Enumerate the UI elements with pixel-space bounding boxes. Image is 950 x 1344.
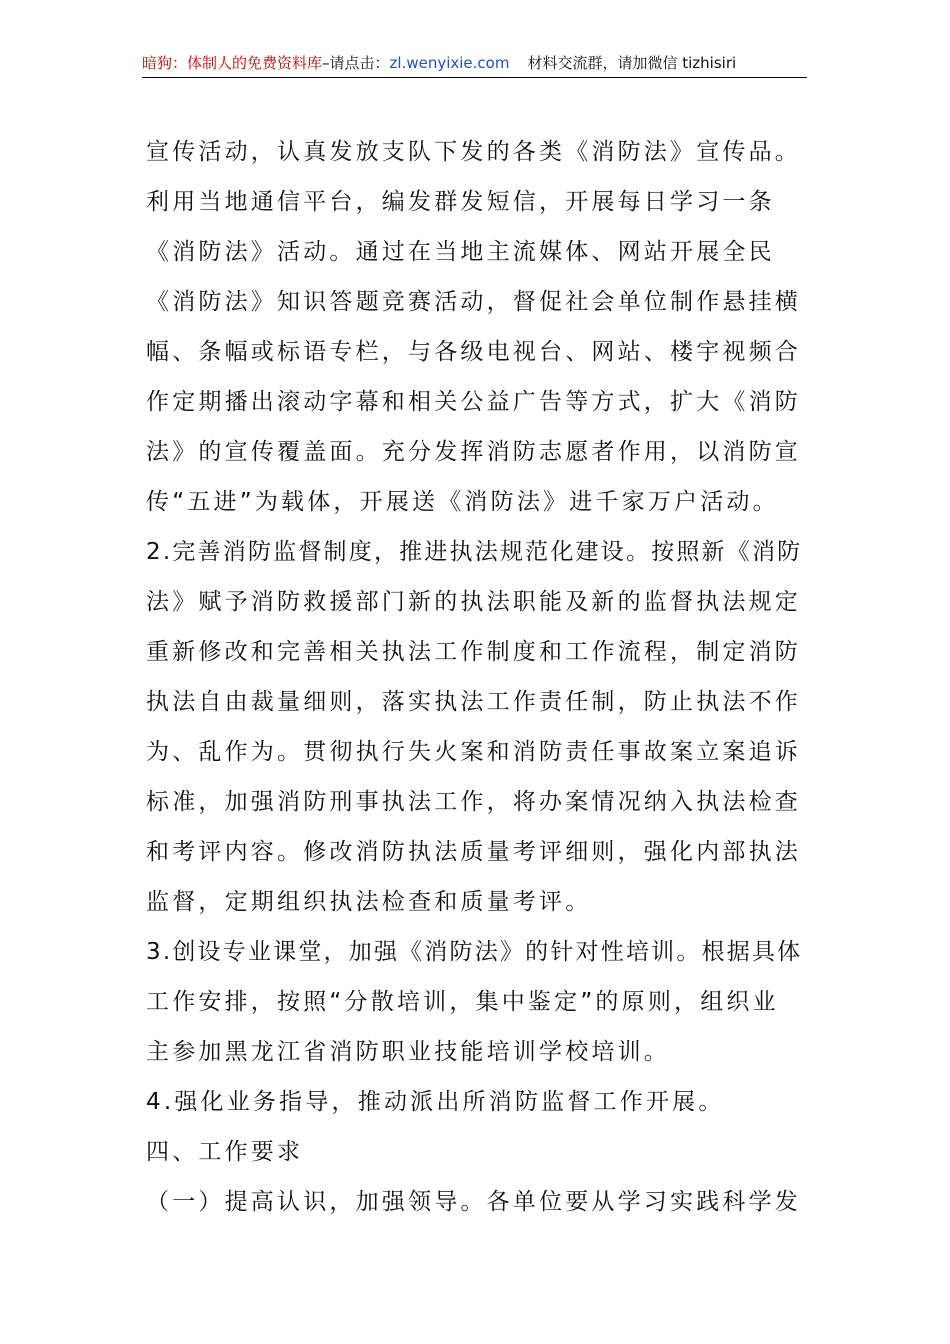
- text-line: 3.创设专业课堂，加强《消防法》的针对性培训。根据具体: [146, 939, 803, 965]
- text-line: 为、乱作为。贯彻执行失火案和消防责任事故案立案追诉: [146, 739, 801, 765]
- text-line: 2.完善消防监督制度，推进执法规范化建设。按照新《消防: [146, 539, 803, 565]
- text-line: 重新修改和完善相关执法工作制度和工作流程，制定消防: [146, 639, 801, 665]
- header-note: 材料交流群，请加微信 tizhisiri: [527, 54, 737, 72]
- text-line: 监督，定期组织执法检查和质量考评。: [146, 889, 592, 915]
- header-prompt: –请点击：: [322, 54, 390, 72]
- text-line: 执法自由裁量细则，落实执法工作责任制，防止执法不作: [146, 689, 801, 715]
- text-line: 传“五进”为载体，开展送《消防法》进千家万户活动。: [146, 489, 779, 515]
- text-line: 标准，加强消防刑事执法工作，将办案情况纳入执法检查: [146, 789, 801, 815]
- text-line: 法》的宣传覆盖面。充分发挥消防志愿者作用，以消防宣: [146, 439, 801, 465]
- text-line: 4.强化业务指导，推动派出所消防监督工作开展。: [146, 1089, 725, 1115]
- text-line: 《消防法》知识答题竞赛活动，督促社会单位制作悬挂横: [146, 289, 801, 315]
- text-line: 《消防法》活动。通过在当地主流媒体、网站开展全民: [146, 239, 775, 265]
- header-brand: 暗狗：体制人的免费资料库: [142, 54, 323, 72]
- header-divider: [142, 77, 807, 78]
- text-line: 幅、条幅或标语专栏，与各级电视台、网站、楼宇视频合: [146, 339, 801, 365]
- document-body: [146, 127, 810, 1227]
- text-line: 利用当地通信平台，编发群发短信，开展每日学习一条: [146, 189, 775, 215]
- text-line: 工作安排，按照“分散培训，集中鉴定”的原则，组织业: [146, 989, 779, 1015]
- text-line: 宣传活动，认真发放支队下发的各类《消防法》宣传品。: [146, 139, 801, 165]
- section-heading: 四、工作要求: [146, 1139, 304, 1165]
- text-line: 法》赋予消防救援部门新的执法职能及新的监督执法规定: [146, 589, 801, 615]
- header-url-link[interactable]: zl.wenyixie.com: [389, 54, 510, 72]
- page-header: [142, 50, 807, 76]
- text-line: （一）提高认识，加强领导。各单位要从学习实践科学发: [146, 1189, 801, 1215]
- text-line: 主参加黑龙江省消防职业技能培训学校培训。: [146, 1039, 670, 1065]
- text-line: 作定期播出滚动字幕和相关公益广告等方式，扩大《消防: [146, 389, 801, 415]
- text-line: 和考评内容。修改消防执法质量考评细则，强化内部执法: [146, 839, 801, 865]
